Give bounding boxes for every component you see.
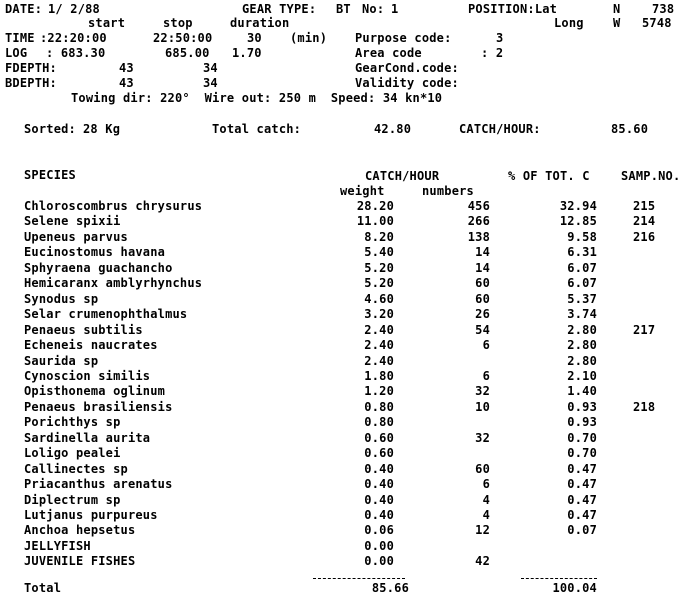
pct-value: 0.07 [567, 523, 597, 537]
pct-value: 0.47 [567, 508, 597, 522]
sorted-label: Sorted: [24, 122, 76, 136]
weight-value: 0.60 [364, 431, 394, 445]
bdepth-stop: 34 [203, 76, 218, 90]
species-name: Selar crumenophthalmus [24, 307, 188, 321]
pct-value: 0.70 [567, 446, 597, 460]
weight-value: 2.40 [364, 323, 394, 337]
weight-value: 11.00 [356, 214, 394, 228]
bdepth-start: 43 [119, 76, 134, 90]
species-name: Cynoscion similis [24, 369, 151, 383]
no-value: 1 [391, 2, 399, 16]
total-catch-value: 42.80 [374, 122, 412, 136]
start-column-header: start [88, 16, 126, 30]
long-label: Long [554, 16, 584, 30]
weight-value: 28.20 [356, 199, 394, 213]
validity-code-label: Validity code: [355, 76, 459, 90]
species-name: JUVENILE FISHES [24, 554, 136, 568]
purpose-code-label: Purpose code: [355, 31, 452, 45]
sample-number: 218 [633, 400, 656, 414]
weight-value: 3.20 [364, 307, 394, 321]
no-label: No: [362, 2, 385, 16]
pct-value: 0.93 [567, 415, 597, 429]
area-code-label: Area code [355, 46, 422, 60]
weight-value: 2.40 [364, 354, 394, 368]
catch-per-hour-value: 85.60 [611, 122, 649, 136]
species-name: Upeneus parvus [24, 230, 128, 244]
pct-value: 1.40 [567, 384, 597, 398]
species-name: Echeneis naucrates [24, 338, 158, 352]
numbers-value: 4 [482, 493, 490, 507]
pct-value: 3.74 [567, 307, 597, 321]
numbers-value: 4 [482, 508, 490, 522]
species-name: Loligo pealei [24, 446, 121, 460]
numbers-value: 6 [482, 369, 490, 383]
numbers-value: 456 [467, 199, 490, 213]
sample-number: 216 [633, 230, 656, 244]
species-name: Sphyraena guachancho [24, 261, 173, 275]
numbers-value: 54 [475, 323, 490, 337]
species-name: Anchoa hepsetus [24, 523, 136, 537]
sample-number: 215 [633, 199, 656, 213]
species-name: Sardinella aurita [24, 431, 151, 445]
numbers-value: 60 [475, 276, 490, 290]
lat-value: 738 [652, 2, 675, 16]
weight-value: 0.06 [364, 523, 394, 537]
weight-value: 0.80 [364, 415, 394, 429]
species-name: Penaeus brasiliensis [24, 400, 173, 414]
species-name: Synodus sp [24, 292, 99, 306]
gear-type-value: BT [336, 2, 351, 16]
weight-value: 2.40 [364, 338, 394, 352]
weight-value: 0.40 [364, 493, 394, 507]
total-weight: 85.66 [371, 581, 409, 595]
pct-value: 0.47 [567, 477, 597, 491]
sorted-value: 28 Kg [83, 122, 121, 136]
pct-value: 0.70 [567, 431, 597, 445]
numbers-value: 60 [475, 292, 490, 306]
pct-value: 2.80 [567, 338, 597, 352]
numbers-value: 266 [467, 214, 490, 228]
weight-value: 8.20 [364, 230, 394, 244]
weight-value: 0.60 [364, 446, 394, 460]
fdepth-start: 43 [119, 61, 134, 75]
log-stop: 685.00 [165, 46, 210, 60]
numbers-value: 10 [475, 400, 490, 414]
pct-value: 0.47 [567, 493, 597, 507]
pct-value: 5.37 [567, 292, 597, 306]
purpose-code-value: 3 [496, 31, 504, 45]
species-name: Selene spixii [24, 214, 121, 228]
species-name: Diplectrum sp [24, 493, 121, 507]
pct-value: 6.07 [567, 261, 597, 275]
sample-number: 214 [633, 214, 656, 228]
species-name: JELLYFISH [24, 539, 91, 553]
long-value: 5748 [642, 16, 672, 30]
date-label: DATE: [5, 2, 43, 16]
weight-value: 5.40 [364, 245, 394, 259]
gear-type-label: GEAR TYPE: [242, 2, 317, 16]
log-label: LOG [5, 46, 28, 60]
species-name: Hemicaranx amblyrhynchus [24, 276, 203, 290]
duration-column-header: duration [230, 16, 290, 30]
time-start: :22:20:00 [40, 31, 107, 45]
pct-value: 0.47 [567, 462, 597, 476]
numbers-value: 32 [475, 384, 490, 398]
bdepth-label: BDEPTH: [5, 76, 57, 90]
species-name: Porichthys sp [24, 415, 121, 429]
towing-info-line: Towing dir: 220° Wire out: 250 m Speed: 34 kn*10 [71, 91, 443, 105]
total-label: Total [24, 581, 62, 595]
area-code-value: : 2 [481, 46, 504, 60]
numbers-value: 14 [475, 245, 490, 259]
numbers-value: 60 [475, 462, 490, 476]
species-name: Saurida sp [24, 354, 99, 368]
gearcond-code-label: GearCond.code: [355, 61, 459, 75]
weight-value: 0.40 [364, 477, 394, 491]
weight-total-rule [313, 578, 405, 579]
numbers-value: 42 [475, 554, 490, 568]
fdepth-stop: 34 [203, 61, 218, 75]
weight-value: 1.80 [364, 369, 394, 383]
numbers-value: 12 [475, 523, 490, 537]
weight-value: 0.40 [364, 462, 394, 476]
pct-value: 6.07 [567, 276, 597, 290]
weight-value: 5.20 [364, 276, 394, 290]
lat-hemisphere: N [613, 2, 621, 16]
weight-value: 0.40 [364, 508, 394, 522]
catch-hour-column-header: CATCH/HOUR [365, 169, 440, 183]
weight-value: 0.00 [364, 539, 394, 553]
weight-value: 0.00 [364, 554, 394, 568]
pct-total-rule [521, 578, 597, 579]
species-name: Opisthonema oglinum [24, 384, 166, 398]
log-start: : 683.30 [46, 46, 106, 60]
long-hemisphere: W [613, 16, 621, 30]
pct-value: 32.94 [559, 199, 597, 213]
pct-total-column-header: % OF TOT. C [508, 169, 590, 183]
pct-value: 2.10 [567, 369, 597, 383]
pct-value: 2.80 [567, 354, 597, 368]
species-name: Lutjanus purpureus [24, 508, 158, 522]
weight-value: 5.20 [364, 261, 394, 275]
weight-value: 0.80 [364, 400, 394, 414]
pct-value: 12.85 [559, 214, 597, 228]
total-catch-label: Total catch: [212, 122, 302, 136]
weight-value: 4.60 [364, 292, 394, 306]
time-stop: 22:50:00 [153, 31, 213, 45]
numbers-value: 138 [467, 230, 490, 244]
pct-value: 6.31 [567, 245, 597, 259]
time-label: TIME [5, 31, 35, 45]
fdepth-label: FDEPTH: [5, 61, 57, 75]
pct-value: 2.80 [567, 323, 597, 337]
weight-subheader: weight [340, 184, 385, 198]
numbers-subheader: numbers [422, 184, 474, 198]
species-name: Eucinostomus havana [24, 245, 166, 259]
species-name: Penaeus subtilis [24, 323, 143, 337]
species-column-header: SPECIES [24, 168, 76, 182]
date-value: 1/ 2/88 [48, 2, 100, 16]
log-duration: 1.70 [232, 46, 262, 60]
species-name: Callinectes sp [24, 462, 128, 476]
numbers-value: 26 [475, 307, 490, 321]
species-name: Priacanthus arenatus [24, 477, 173, 491]
numbers-value: 6 [482, 338, 490, 352]
species-name: Chloroscombrus chrysurus [24, 199, 203, 213]
time-unit: (min) [290, 31, 328, 45]
catch-per-hour-label: CATCH/HOUR: [459, 122, 541, 136]
sample-number-column-header: SAMP.NO. [621, 169, 681, 183]
time-duration: 30 [247, 31, 262, 45]
pct-value: 0.93 [567, 400, 597, 414]
sample-number: 217 [633, 323, 656, 337]
numbers-value: 6 [482, 477, 490, 491]
numbers-value: 32 [475, 431, 490, 445]
position-label: POSITION:Lat [468, 2, 558, 16]
numbers-value: 14 [475, 261, 490, 275]
stop-column-header: stop [163, 16, 193, 30]
total-pct: 100.04 [552, 581, 597, 595]
weight-value: 1.20 [364, 384, 394, 398]
pct-value: 9.58 [567, 230, 597, 244]
